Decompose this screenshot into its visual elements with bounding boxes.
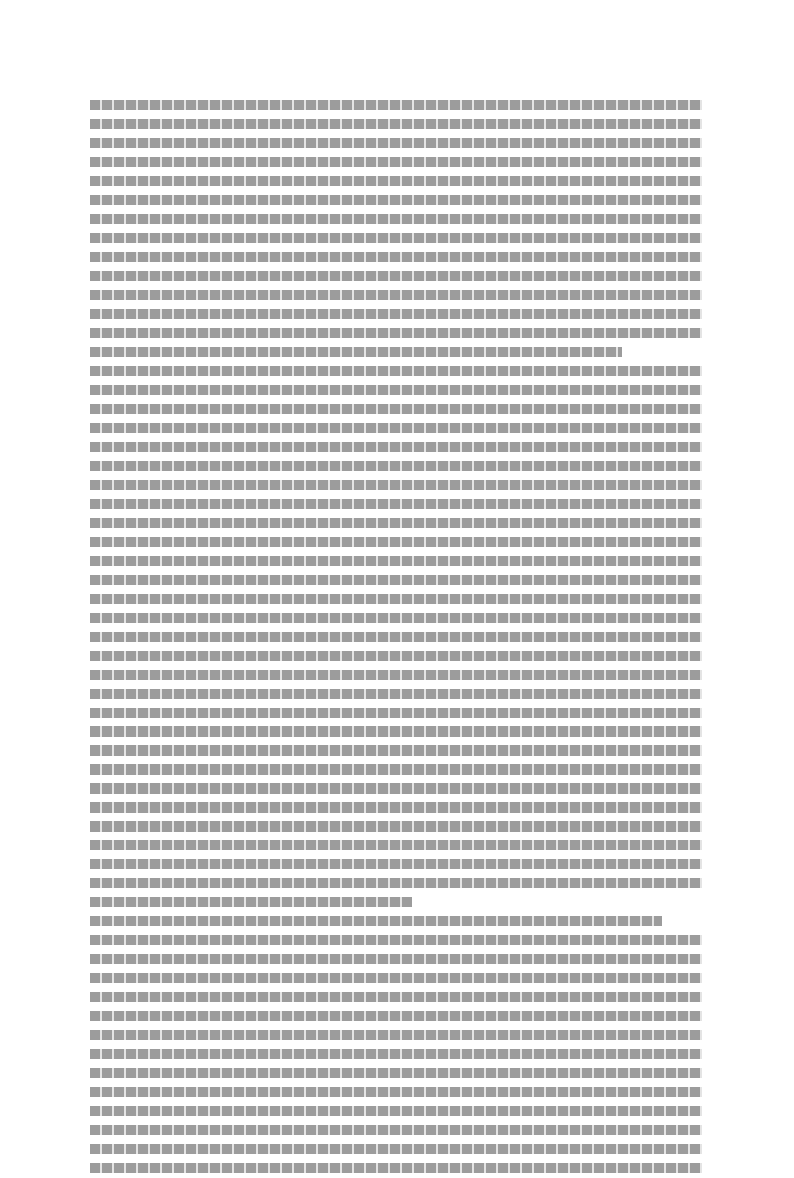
text-line [90, 836, 702, 854]
text-line [90, 685, 702, 703]
text-line [90, 286, 702, 304]
text-line [90, 210, 702, 228]
text-line [90, 1026, 702, 1044]
text-line [90, 1064, 702, 1082]
body-text [90, 96, 702, 1178]
text-line [90, 817, 702, 835]
text-line [90, 874, 702, 892]
text-line [90, 476, 702, 494]
text-line [90, 457, 702, 475]
text-line [90, 950, 702, 968]
paragraph-1 [90, 96, 702, 361]
text-line [90, 343, 702, 361]
text-line [90, 153, 702, 171]
text-line [90, 760, 702, 778]
text-line [90, 893, 702, 911]
text-line [90, 779, 702, 797]
text-line [90, 571, 702, 589]
text-line [90, 533, 702, 551]
paragraph-3 [90, 912, 702, 1177]
text-line [90, 362, 702, 380]
text-line [90, 628, 702, 646]
text-line [90, 1140, 702, 1158]
text-line [90, 1083, 702, 1101]
text-line [90, 305, 702, 323]
text-line [90, 1045, 702, 1063]
text-line [90, 172, 702, 190]
text-line [90, 969, 702, 987]
text-line [90, 267, 702, 285]
text-line [90, 229, 702, 247]
text-line [90, 495, 702, 513]
text-line [90, 855, 702, 873]
text-line [90, 134, 702, 152]
text-line [90, 381, 702, 399]
text-line [90, 609, 702, 627]
text-line [90, 438, 702, 456]
text-line [90, 1102, 702, 1120]
text-line [90, 400, 702, 418]
text-line [90, 798, 702, 816]
text-line [90, 666, 702, 684]
text-line [90, 115, 702, 133]
text-line [90, 722, 702, 740]
text-line [90, 324, 702, 342]
text-line [90, 419, 702, 437]
text-line [90, 590, 702, 608]
text-line [90, 191, 702, 209]
text-line [90, 647, 702, 665]
text-line [90, 96, 702, 114]
text-line [90, 514, 702, 532]
text-line [90, 1007, 702, 1025]
text-line [90, 741, 702, 759]
text-line [90, 1159, 702, 1177]
text-line [90, 912, 702, 930]
text-line [90, 704, 702, 722]
text-line [90, 1121, 702, 1139]
paragraph-2 [90, 362, 702, 912]
text-line [90, 248, 702, 266]
text-line [90, 988, 702, 1006]
text-line [90, 931, 702, 949]
text-line [90, 552, 702, 570]
